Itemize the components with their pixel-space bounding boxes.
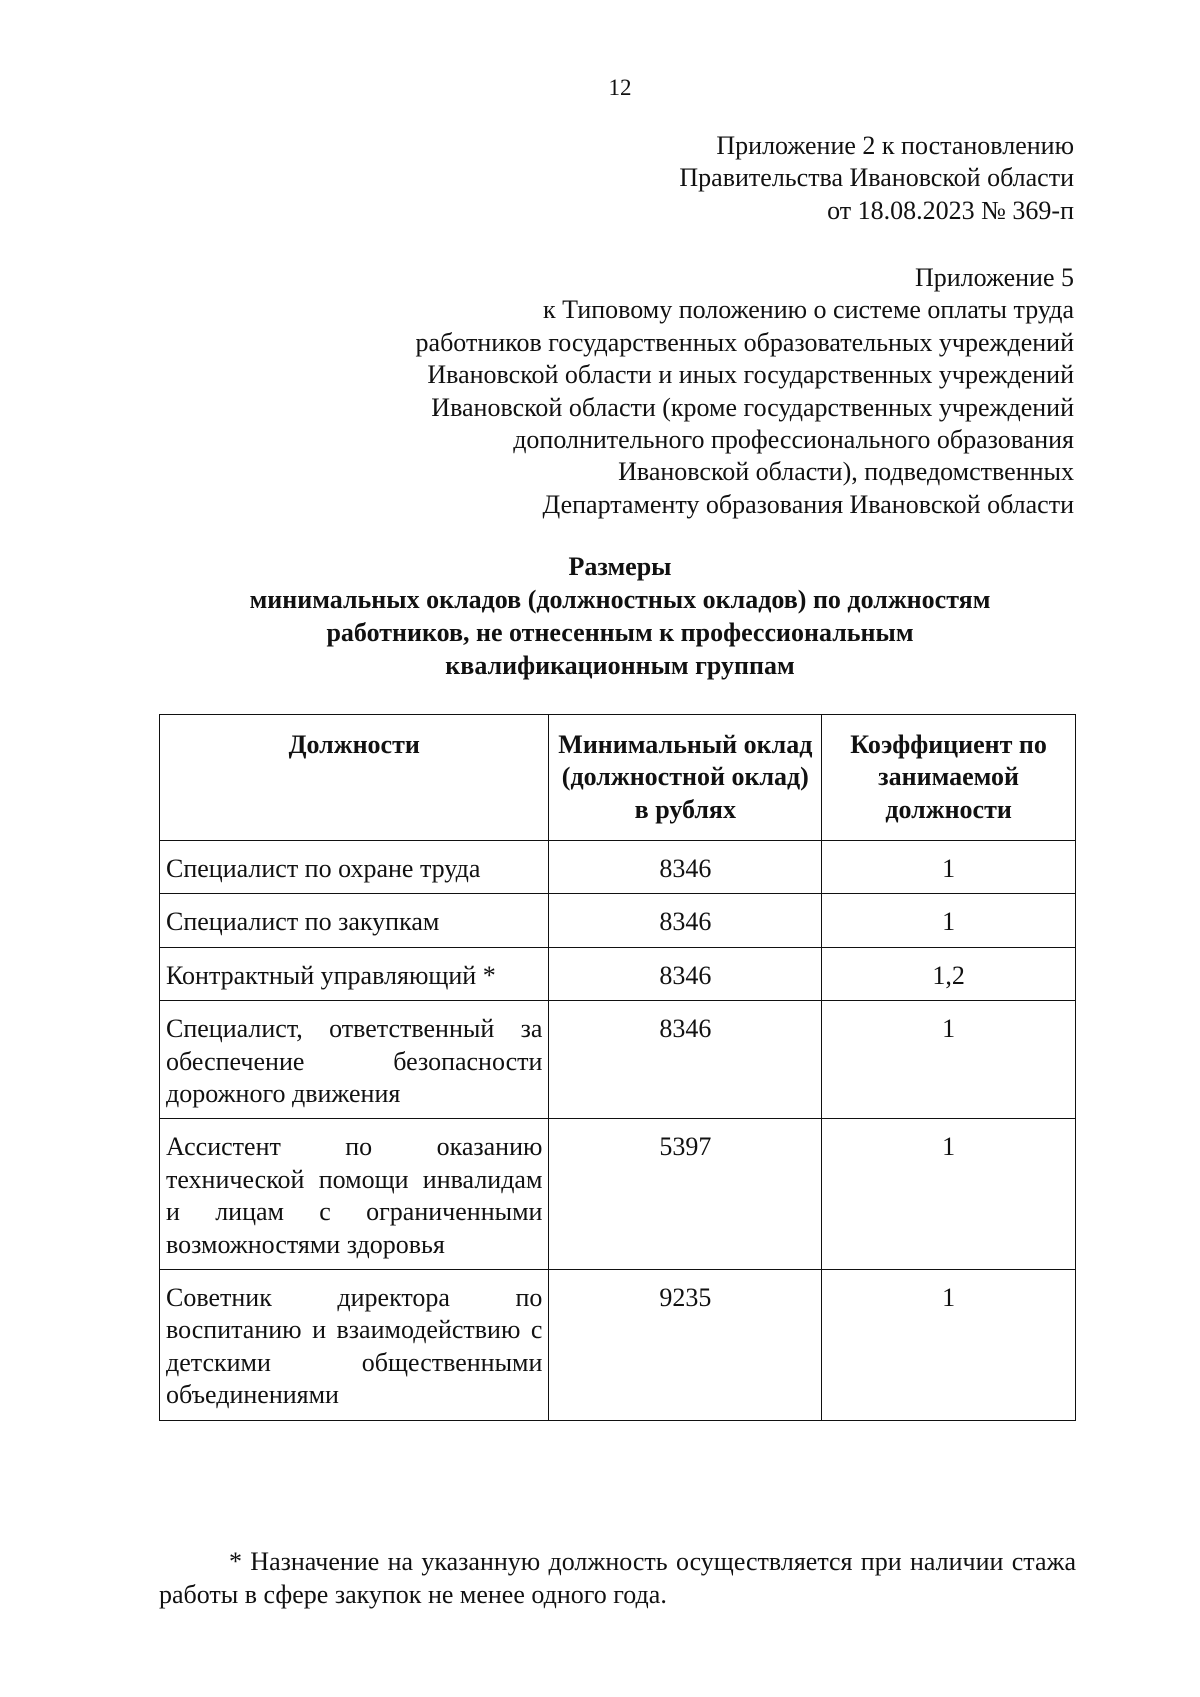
table-header-row (160, 715, 1076, 841)
attachment-2-line: Приложение 2 к постановлению (716, 131, 1074, 160)
table-row (160, 841, 1076, 894)
document-title (0, 550, 1200, 682)
title-line: Размеры (568, 552, 672, 581)
attachment-5-line: Ивановской области), подведомственных (618, 457, 1074, 487)
salary-table (159, 714, 1076, 1421)
salary-cell: 8346 (549, 841, 822, 894)
coefficient-cell: 1 (822, 894, 1076, 947)
table-row (160, 1270, 1076, 1421)
attachment-5-line: Департаменту образования Ивановской области (542, 489, 1074, 519)
title-line: минимальных окладов (должностных окладов) по должностям (249, 585, 991, 614)
position-cell: Специалист по закупкам (160, 894, 549, 947)
coefficient-cell: 1 (822, 841, 1076, 894)
coefficient-cell: 1 (822, 1270, 1076, 1421)
table-row (160, 947, 1076, 1000)
table-row (160, 1119, 1076, 1270)
attachment-5-line: работников государственных образовательных учреждений (415, 327, 1074, 357)
position-cell: Ассистент по оказанию технической помощи инвалидам и лицам с ограниченными возможностями здоровья (160, 1119, 549, 1270)
attachment-2-line: Правительства Ивановской области (679, 163, 1074, 193)
coefficient-cell: 1 (822, 1119, 1076, 1270)
attachment-2-line: от 18.08.2023 № 369-п (827, 195, 1074, 225)
table-row (160, 894, 1076, 947)
header-salary: Минимальный оклад (должностной оклад) в рублях (549, 715, 822, 841)
header-position: Должности (160, 715, 549, 841)
table-row (160, 1001, 1076, 1119)
position-cell: Специалист, ответственный за обеспечение безопасности дорожного движения (160, 1001, 549, 1119)
coefficient-cell: 1 (822, 1001, 1076, 1119)
attachment-5-line: Ивановской области (кроме государственных учреждений (431, 392, 1074, 422)
attachment-5-heading (416, 262, 1074, 521)
page-number: 12 (608, 75, 632, 100)
attachment-2-heading (679, 130, 1074, 227)
salary-cell: 5397 (549, 1119, 822, 1270)
coefficient-cell: 1,2 (822, 947, 1076, 1000)
salary-cell: 8346 (549, 947, 822, 1000)
salary-cell: 9235 (549, 1270, 822, 1421)
position-cell: Специалист по охране труда (160, 841, 549, 894)
attachment-5-line: Ивановской области и иных государственных учреждений (427, 360, 1074, 390)
position-cell: Контрактный управляющий * (160, 947, 549, 1000)
salary-cell: 8346 (549, 894, 822, 947)
attachment-5-line: дополнительного профессионального образования (513, 425, 1074, 455)
attachment-5-line: к Типовому положению о системе оплаты труда (542, 295, 1074, 325)
attachment-5-line: Приложение 5 (914, 263, 1074, 292)
footnote: * Назначение на указанную должность осуществляется при наличии стажа работы в сфере закупок не менее одного года. (159, 1547, 1076, 1609)
header-coefficient: Коэффициент по занимаемой должности (822, 715, 1076, 841)
position-cell: Советник директора по воспитанию и взаимодействию с детскими общественными объединениями (160, 1270, 549, 1421)
title-line: работников, не отнесенным к профессиональным (326, 618, 914, 647)
salary-cell: 8346 (549, 1001, 822, 1119)
title-line: квалификационным группам (445, 651, 795, 680)
